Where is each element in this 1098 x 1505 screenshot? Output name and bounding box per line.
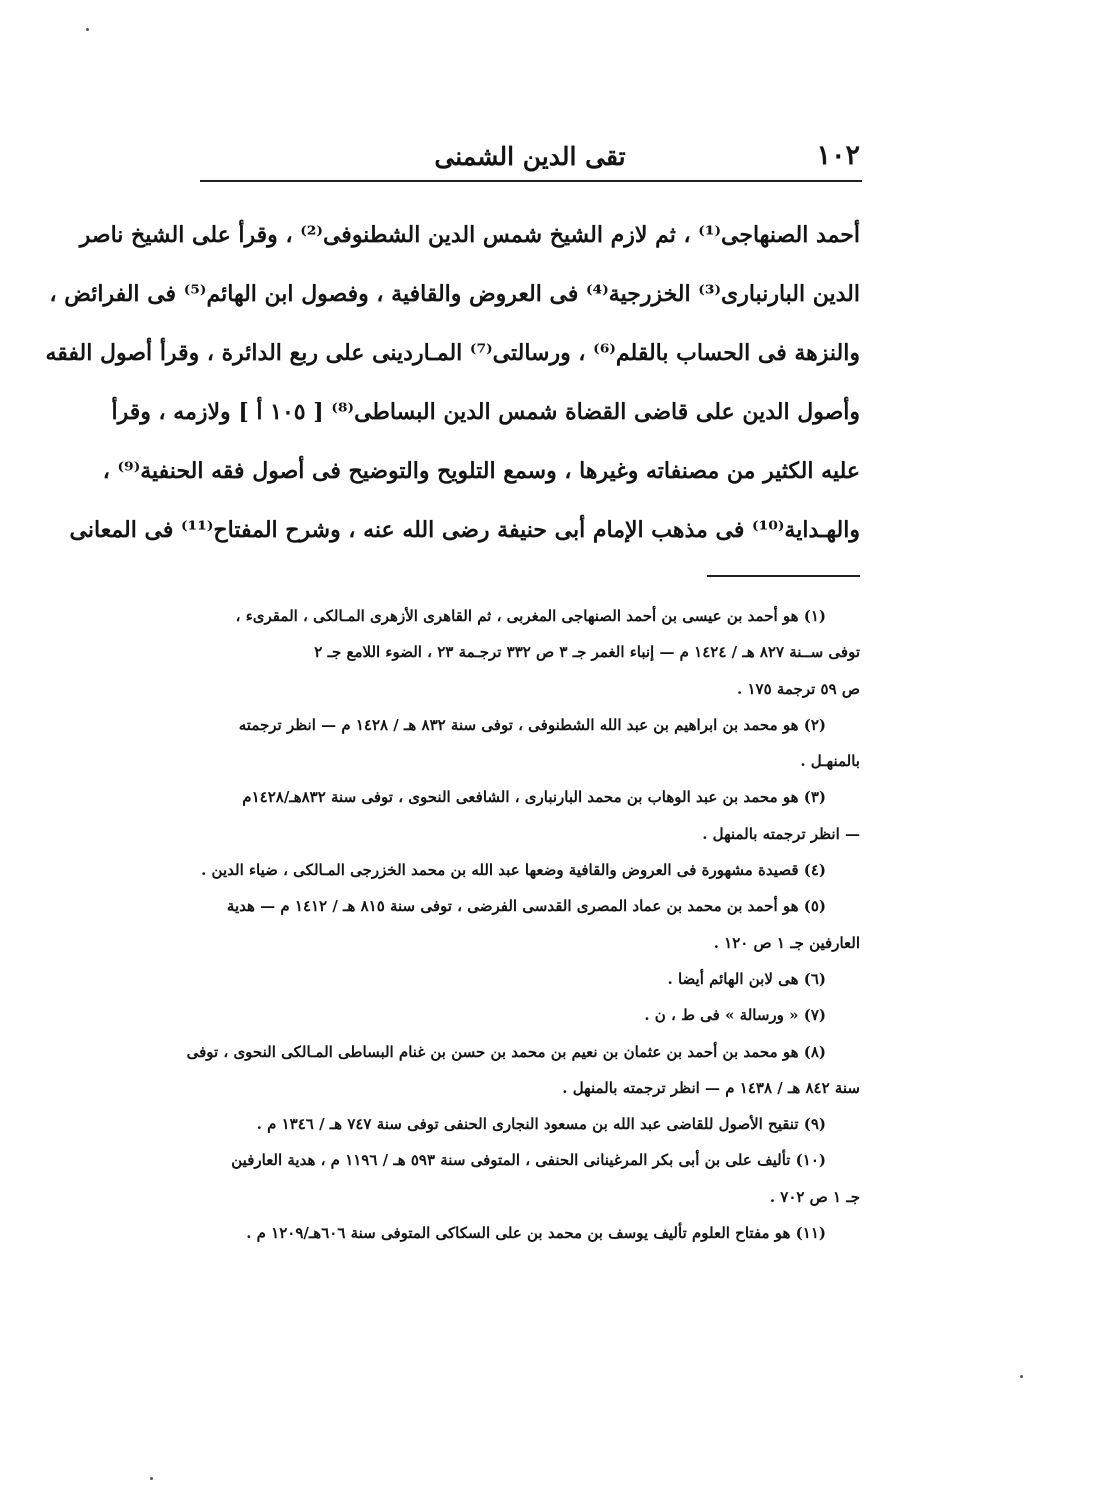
footnote-separator <box>707 575 860 577</box>
text-line: أحمد الصنهاجى⁽¹⁾ ، ثم لازم الشيخ شمس الدين الشطنوفى⁽²⁾ ، وقرأ على الشيخ ناصر <box>79 222 860 248</box>
footnote-line: العارفين جـ ١ ص ١٢٠ . <box>713 933 860 952</box>
text-line: والنزهة فى الحساب بالقلم⁽⁶⁾ ، ورسالتى⁽⁷⁾ المـاردينى على ربع الدائرة ، وقرأ أصول الفقه <box>45 340 860 366</box>
footnote-line: (٤) قصيدة مشهورة فى العروض والقافية وضعها عبد الله بن محمد الخزرجى المـالكى ، ضياء الدين . <box>201 861 826 880</box>
footnote-line: بالمنهـل . <box>800 752 860 771</box>
footnote-line: (٢) هو محمد بن ابراهيم بن عبد الله الشطنوفى ، توفى سنة ٨٣٢ هـ / ١٤٢٨ م — انظر ترجمته <box>238 715 826 734</box>
footnote-line: ص ٥٩ ترجمة ١٧٥ . <box>737 679 860 698</box>
footnote-line: — انظر ترجمته بالمنهل . <box>702 824 860 843</box>
footnote-line: جـ ١ ص ٧٠٢ . <box>769 1187 860 1206</box>
page-header <box>200 132 860 180</box>
footnotes <box>186 598 860 1251</box>
scan-speck <box>1020 1375 1023 1378</box>
page-number: ١٠٢ <box>816 140 860 171</box>
footnote-line: (٧) « ورسالة » فى ط ، ن . <box>644 1006 826 1025</box>
text-line: وأصول الدين على قاضى القضاة شمس الدين البساطى⁽⁸⁾ [ ١٠٥ أ ] ولازمه ، وقرأ <box>111 399 860 425</box>
running-title: تقى الدين الشمنى <box>434 142 626 171</box>
footnote-line: توفى ســنة ٨٢٧ هـ / ١٤٢٤ م — إنباء الغمر جـ ٣ ص ٣٣٢ ترجـمة ٢٣ ، الضوء اللامع جـ ٢ <box>314 643 860 662</box>
footnote-line: سنة ٨٤٢ هـ / ١٤٣٨ م — انظر ترجمته بالمنهل . <box>562 1078 860 1097</box>
footnote-line: (٥) هو أحمد بن محمد بن عماد المصرى القدسى الفرضى ، توفى سنة ٨١٥ هـ / ١٤١٢ م — هدية <box>226 897 826 916</box>
scan-speck <box>86 28 89 31</box>
footnote-line: (٩) تنقيح الأصول للقاضى عبد الله بن مسعود النجارى الحنفى توفى سنة ٧٤٧ هـ / ١٣٤٦ م . <box>256 1115 826 1134</box>
text-line: عليه الكثير من مصنفاته وغيرها ، وسمع التلويح والتوضيح فى أصول فقه الحنفية⁽⁹⁾ ، <box>102 458 860 484</box>
footnote-line: (١) هو أحمد بن عيسى بن أحمد الصنهاجى المغربى ، ثم القاهرى الأزهرى المـالكى ، المقرىء ، <box>235 607 826 625</box>
footnote-line: (١٠) تأليف على بن أبى بكر المرغينانى الحنفى ، المتوفى سنة ٥٩٣ هـ / ١١٩٦ م ، هدية العارفين <box>231 1151 826 1170</box>
scan-speck <box>150 1477 153 1480</box>
text-line: الدين البارنبارى⁽³⁾ الخزرجية⁽⁴⁾ فى العروض والقافية ، وفصول ابن الهائم⁽⁵⁾ فى الفرائض ، <box>49 281 860 307</box>
header-rule <box>200 180 862 182</box>
footnote-line: (٦) هى لابن الهائم أيضا . <box>667 969 826 988</box>
footnote-line: (٨) هو محمد بن أحمد بن عثمان بن نعيم بن محمد بن حسن بن غنام البساطى المـالكى النحوى ، توفى <box>186 1042 826 1061</box>
main-text <box>45 206 860 560</box>
footnote-line: (٣) هو محمد بن عبد الوهاب بن محمد البارنبارى ، الشافعى النحوى ، توفى سنة ٨٣٢هـ/١٤٢٨م <box>242 788 826 807</box>
text-line: والهـداية⁽¹⁰⁾ فى مذهب الإمام أبى حنيفة رضى الله عنه ، وشرح المفتاح⁽¹¹⁾ فى المعانى <box>69 517 860 543</box>
footnote-line: (١١) هو مفتاح العلوم تأليف يوسف بن محمد بن على السكاكى المتوفى سنة ٦٠٦هـ/١٢٠٩ م . <box>246 1224 826 1243</box>
